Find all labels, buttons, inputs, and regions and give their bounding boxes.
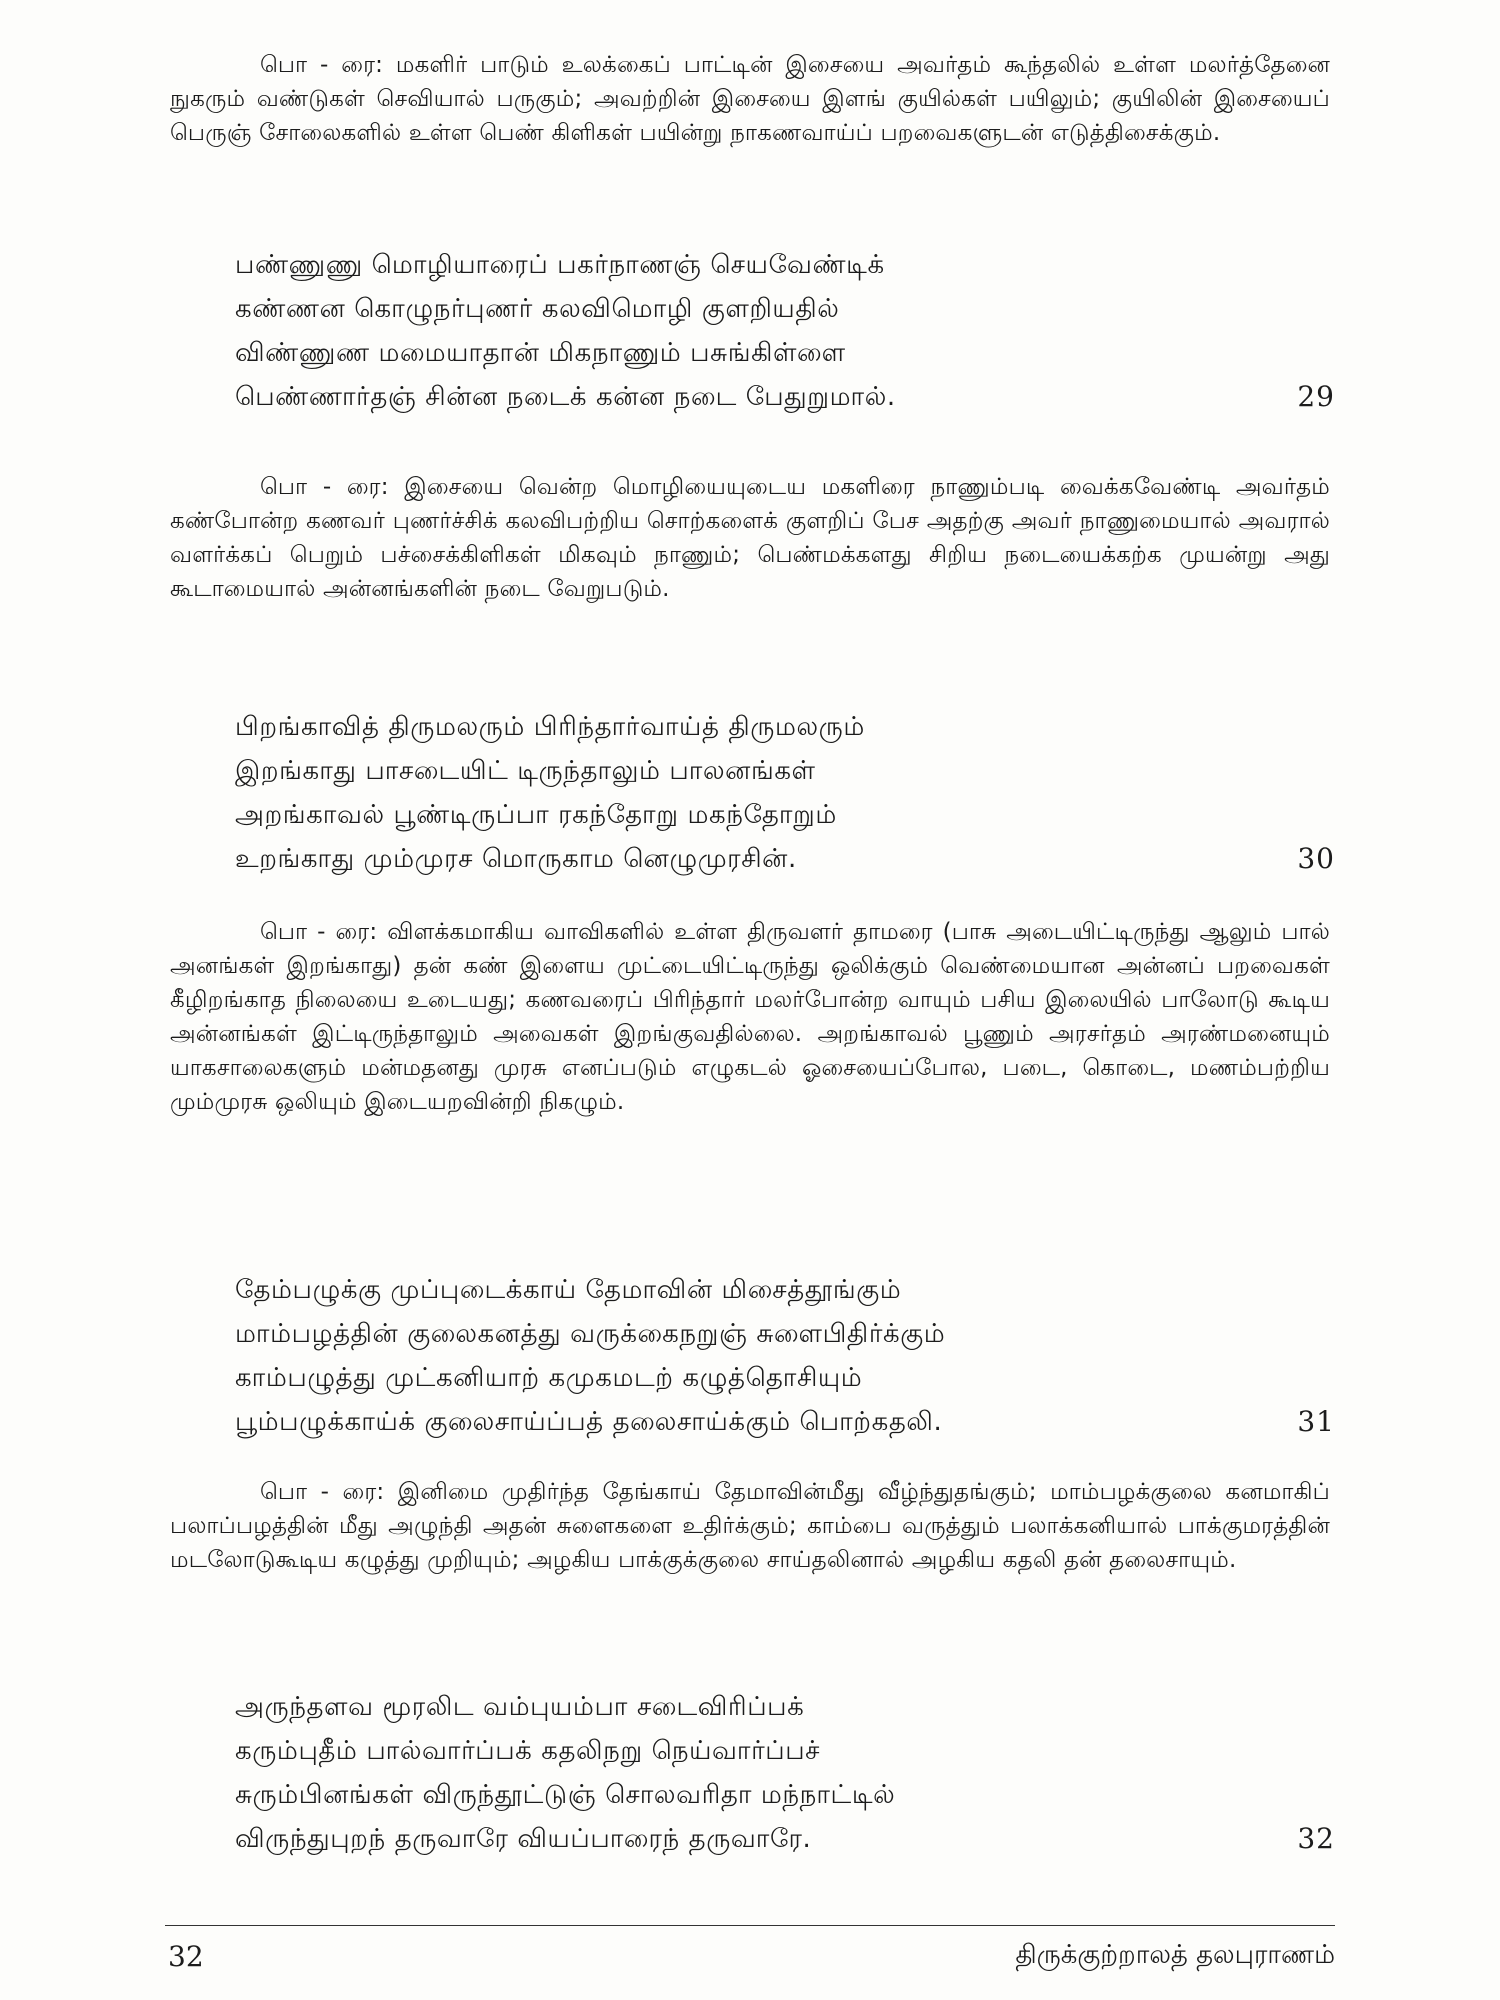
verse-line: பண்ணுணு மொழியாரைப் பகர்நாணஞ் செயவேண்டிக் bbox=[235, 250, 885, 280]
verse-line: காம்பழுத்து முட்கனியாற் கமுகமடற் கழுத்தொசியும் bbox=[235, 1363, 863, 1393]
verse-line: கரும்புதீம் பால்வார்ப்பக் கதலிநறு நெய்வார்ப்பச் bbox=[235, 1736, 821, 1766]
verse-31 bbox=[235, 1268, 1335, 1444]
verse-line-text: பூம்பழுக்காய்க் குலைசாய்ப்பத் தலைசாய்க்கும் பொற்கதலி. bbox=[235, 1407, 943, 1437]
verse-line: சுரும்பினங்கள் விருந்தூட்டுஞ் சொலவரிதா மந்நாட்டில் bbox=[235, 1780, 896, 1810]
page-number: 32 bbox=[168, 1940, 204, 1973]
commentary-paragraph-1 bbox=[170, 48, 1330, 150]
verse-line: அறங்காவல் பூண்டிருப்பா ரகந்தோறு மகந்தோறும் bbox=[235, 800, 837, 830]
verse-30 bbox=[235, 705, 1335, 881]
verse-line: மாம்பழத்தின் குலைகனத்து வருக்கைநறுஞ் சுளைபிதிர்க்கும் bbox=[235, 1319, 946, 1349]
commentary-text: பொ - ரை: இனிமை முதிர்ந்த தேங்காய் தேமாவின்மீது வீழ்ந்துதங்கும்; மாம்பழக்குலை கனமாகிப் பலாப்பழத்தின் மீது அழுந்தி அதன் சுளைகளை உதிர்க்கும்; காம்பை வருத்தும் பலாக்கனியால் பாக்குமரத்தின் மடலோடுகூடிய கழுத்து முறியும்; அழகிய பாக்குக்குலை சாய்தலினால் அழகிய கதலி தன் தலைசாயும். bbox=[170, 1479, 1330, 1573]
commentary-text: பொ - ரை: மகளிர் பாடும் உலக்கைப் பாட்டின் இசையை அவர்தம் கூந்தலில் உள்ள மலர்த்தேனை நுகரும் வண்டுகள் செவியால் பருகும்; அவற்றின் இசையை இளங் குயில்கள் பயிலும்; குயிலின் இசையைப் பெருஞ் சோலைகளில் உள்ள பெண் கிளிகள் பயின்று நாகணவாய்ப் பறவைகளுடன் எடுத்திசைக்கும். bbox=[170, 52, 1330, 146]
verse-line-text: உறங்காது மும்முரச மொருகாம னெழுமுரசின். bbox=[235, 844, 797, 874]
verse-line: தேம்பழுக்கு முப்புடைக்காய் தேமாவின் மிசைத்தூங்கும் bbox=[235, 1275, 902, 1305]
commentary-text: பொ - ரை: விளக்கமாகிய வாவிகளில் உள்ள திருவளர் தாமரை (பாசு அடையிட்டிருந்து ஆலும் பால் அனங்கள் இறங்காது) தன் கண் இளைய முட்டையிட்டிருந்து ஒலிக்கும் வெண்மையான அன்னப் பறவைகள் கீழிறங்காத நிலையை உடையது; கணவரைப் பிரிந்தார் மலர்போன்ற வாயும் பசிய இலையில் பாலோடு கூடிய அன்னங்கள் இட்டிருந்தாலும் அவைகள் இறங்குவதில்லை. அறங்காவல் பூணும் அரசர்தம் அரண்மனையும் யாகசாலைகளும் மன்மதனது முரசு எனப்படும் எழுகடல் ஓசையைப்போல, படை, கொடை, மணம்பற்றிய மும்முரசு ஒலியும் இடையறவின்றி நிகழும். bbox=[170, 919, 1330, 1115]
verse-line: பிறங்காவித் திருமலரும் பிரிந்தார்வாய்த் திருமலரும் bbox=[235, 712, 865, 742]
verse-32 bbox=[235, 1685, 1335, 1861]
verse-line bbox=[235, 837, 1335, 881]
commentary-text: பொ - ரை: இசையை வென்ற மொழியையுடைய மகளிரை நாணும்படி வைக்கவேண்டி அவர்தம் கண்போன்ற கணவர் புணர்ச்சிக் கலவிபற்றிய சொற்களைக் குளறிப் பேச அதற்கு அவர் நாணுமையால் அவரால் வளர்க்கப் பெறும் பச்சைக்கிளிகள் மிகவும் நாணும்; பெண்மக்களது சிறிய நடையைக்கற்க முயன்று அது கூடாமையால் அன்னங்களின் நடை வேறுபடும். bbox=[170, 474, 1330, 602]
verse-number: 29 bbox=[1297, 380, 1335, 413]
verse-line bbox=[235, 375, 1335, 419]
verse-29 bbox=[235, 243, 1335, 419]
verse-number: 30 bbox=[1297, 842, 1335, 875]
verse-line: கண்ணன கொழுநர்புணர் கலவிமொழி குளறியதில் bbox=[235, 294, 840, 324]
commentary-paragraph-2 bbox=[170, 470, 1330, 606]
verse-line bbox=[235, 1400, 1335, 1444]
footer-divider bbox=[165, 1925, 1335, 1926]
book-title: திருக்குற்றாலத் தலபுராணம் bbox=[1015, 1940, 1335, 1970]
commentary-paragraph-4 bbox=[170, 1475, 1330, 1577]
verse-line bbox=[235, 1817, 1335, 1861]
verse-line: விண்ணுண மமையாதான் மிகநாணும் பசுங்கிள்ளை bbox=[235, 338, 846, 368]
verse-number: 31 bbox=[1297, 1405, 1335, 1438]
verse-line: அருந்தளவ மூரலிட வம்புயம்பா சடைவிரிப்பக் bbox=[235, 1692, 805, 1722]
verse-line-text: விருந்துபுறந் தருவாரே வியப்பாரைந் தருவாரே. bbox=[235, 1824, 812, 1854]
verse-line: இறங்காது பாசடையிட் டிருந்தாலும் பாலனங்கள் bbox=[235, 756, 816, 786]
commentary-paragraph-3 bbox=[170, 915, 1330, 1119]
verse-number: 32 bbox=[1297, 1822, 1335, 1855]
verse-line-text: பெண்ணார்தஞ் சின்ன நடைக் கன்ன நடை பேதுறுமால். bbox=[235, 382, 896, 412]
